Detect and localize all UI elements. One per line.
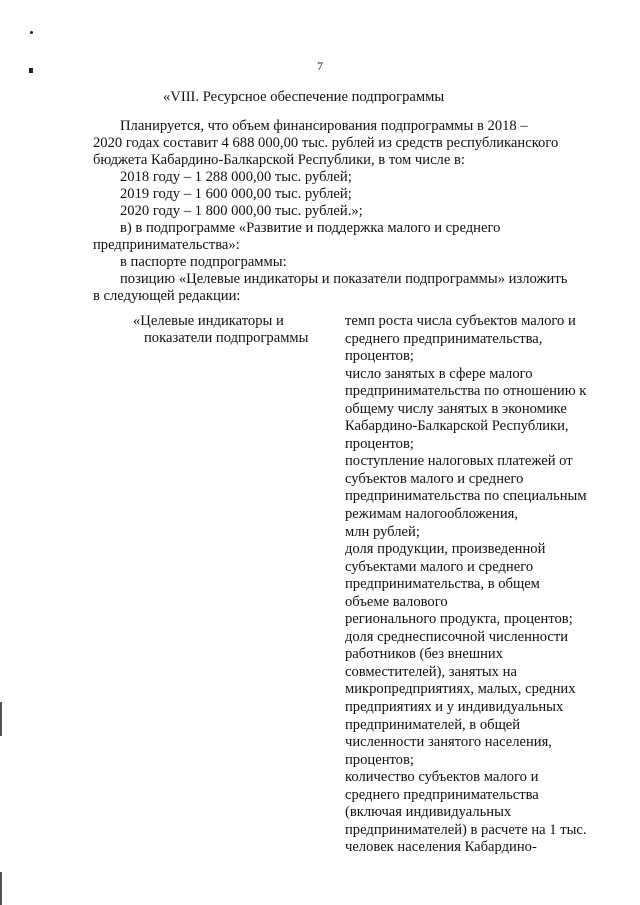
- label-line: «Целевые индикаторы и: [133, 313, 284, 329]
- indicator-line: число занятых в сфере малого: [345, 365, 533, 382]
- indicator-line: процентов;: [345, 348, 414, 365]
- indicator-line: млн рублей;: [345, 523, 420, 540]
- indicator-line: объеме валового: [345, 593, 448, 610]
- indicator-line: Кабардино-Балкарской Республики,: [345, 418, 569, 435]
- indicator-line: микропредприятиях, малых, средних: [345, 681, 576, 698]
- paragraph-line: 2020 годах составит 4 688 000,00 тыс. рублей из средств республиканского: [93, 135, 559, 151]
- indicator-line: поступление налоговых платежей от: [345, 453, 573, 470]
- indicator-line: среднего предпринимательства: [345, 786, 539, 803]
- paragraph-line: бюджета Кабардино-Балкарской Республики, в том числе в:: [93, 152, 465, 168]
- paragraph-passport: в паспорте подпрограммы:: [120, 254, 287, 270]
- indicator-line: человек населения Кабардино-: [345, 839, 537, 856]
- indicator-line: предпринимателей) в расчете на 1 тыс.: [345, 821, 587, 838]
- funding-2019: 2019 году – 1 600 000,00 тыс. рублей;: [120, 186, 352, 202]
- indicator-line: темп роста числа субъектов малого и: [345, 313, 576, 329]
- indicator-line: доля среднесписочной численности: [345, 628, 569, 645]
- document-body: [93, 118, 601, 305]
- indicator-line: субъектов малого и среднего: [345, 470, 524, 487]
- paragraph-line: в следующей редакции:: [93, 288, 241, 304]
- indicator-line: режимам налогообложения,: [345, 506, 519, 523]
- indicator-line: субъектами малого и среднего: [345, 558, 534, 575]
- indicator-line: предпринимателей, в общей: [345, 716, 521, 733]
- label-line: показатели подпрограммы: [144, 330, 309, 346]
- paragraph-subprogram: в) в подпрограмме «Развитие и поддержка малого и среднего: [120, 220, 501, 236]
- indicator-line: регионального продукта, процентов;: [345, 611, 573, 628]
- indicator-line: количество субъектов малого и: [345, 769, 539, 786]
- indicator-line: (включая индивидуальных: [345, 804, 512, 821]
- paragraph-line: Планируется, что объем финансирования подпрограммы в 2018 –: [120, 118, 528, 134]
- indicator-line: совместителей), занятых на: [345, 663, 517, 680]
- indicator-line: общему числу занятых в экономике: [345, 400, 567, 417]
- funding-2018: 2018 году – 1 288 000,00 тыс. рублей;: [120, 169, 352, 185]
- paragraph-line: предпринимательства»:: [93, 237, 240, 253]
- indicator-line: предпринимательства по отношению к: [345, 383, 587, 400]
- scan-edge-line: [0, 872, 2, 905]
- indicator-line: работников (без внешних: [345, 646, 503, 663]
- section-title: «VIII. Ресурсное обеспечение подпрограммы: [163, 89, 445, 105]
- indicator-line: процентов;: [345, 435, 414, 452]
- page-number: 7: [317, 59, 323, 73]
- indicator-line: предпринимательства по специальным: [345, 488, 587, 505]
- scan-dot-mark: [30, 31, 33, 34]
- paragraph-position: позицию «Целевые индикаторы и показатели подпрограммы» изложить: [120, 271, 568, 287]
- indicators-list-cell: [345, 313, 605, 857]
- indicator-line: предприятиях и у индивидуальных: [345, 699, 564, 716]
- indicator-line: численности занятого населения,: [345, 734, 552, 751]
- indicator-line: среднего предпринимательства,: [345, 330, 543, 347]
- indicators-label-cell: [133, 313, 323, 347]
- paragraph-funding: [93, 118, 601, 135]
- indicator-line: процентов;: [345, 751, 414, 768]
- scan-edge-line: [0, 702, 2, 736]
- funding-2020: 2020 году – 1 800 000,00 тыс. рублей.»;: [120, 203, 363, 219]
- indicator-line: доля продукции, произведенной: [345, 541, 546, 558]
- indicator-line: предпринимательства, в общем: [345, 576, 540, 593]
